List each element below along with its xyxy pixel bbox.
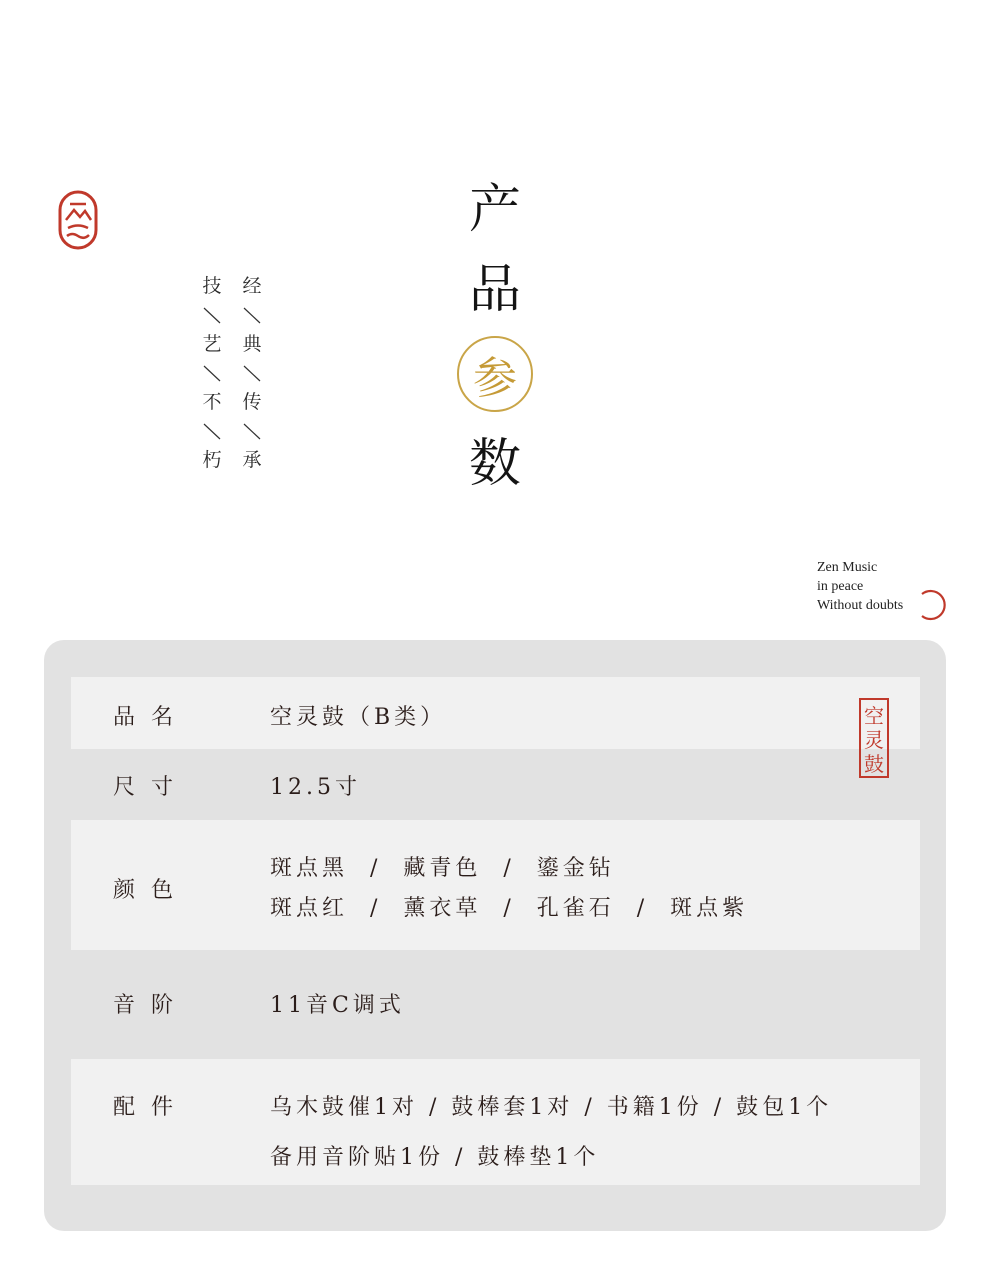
brand-seal-logo [58, 190, 98, 250]
spec-row-color [71, 820, 920, 950]
spec-value: 空灵鼓（B类） [270, 705, 447, 730]
tagline-line: Zen Music [817, 560, 878, 575]
motto-char: 技 [202, 275, 222, 297]
spec-value: 11音C调式 [270, 993, 405, 1018]
slash-separator [240, 359, 264, 388]
motto-column-right [240, 272, 264, 475]
spec-value: 斑点红 / 薰衣草 / 孔雀石 / 斑点紫 [270, 896, 749, 921]
spec-label: 尺寸 [113, 775, 190, 800]
spec-label: 品名 [113, 705, 190, 730]
spec-row-name [71, 677, 920, 749]
spec-label: 音阶 [113, 993, 190, 1018]
motto-char: 承 [242, 449, 262, 471]
spec-value: 备用音阶贴1份 / 鼓棒垫1个 [270, 1145, 600, 1170]
tagline [817, 558, 903, 615]
title-char-highlighted: 参 [457, 336, 533, 412]
svg-text:鼓: 鼓 [864, 752, 884, 776]
motto-char: 不 [202, 391, 222, 413]
title-char: 品 [468, 260, 521, 320]
slash-separator [240, 301, 264, 330]
spec-label: 颜色 [113, 878, 190, 903]
tagline-line: Without doubts [817, 598, 904, 613]
motto-char: 典 [242, 333, 262, 355]
spec-value: 12.5寸 [270, 775, 361, 800]
tagline-line: in peace [817, 579, 864, 594]
title-char: 产 [468, 180, 521, 240]
ring-ornament-icon [916, 588, 948, 622]
title-char: 数 [468, 434, 521, 494]
page-title [455, 180, 535, 514]
motto-char: 艺 [202, 333, 222, 355]
motto-char: 经 [242, 275, 262, 297]
svg-text:灵: 灵 [864, 728, 884, 752]
seal-stamp [858, 697, 890, 779]
motto-column-left [200, 272, 224, 475]
slash-separator [200, 359, 224, 388]
spec-value: 斑点黑 / 藏青色 / 鎏金钻 [270, 856, 615, 881]
spec-label: 配件 [113, 1095, 190, 1120]
slash-separator [200, 301, 224, 330]
slash-separator [200, 417, 224, 446]
svg-text:空: 空 [864, 704, 884, 728]
spec-value: 乌木鼓催1对 / 鼓棒套1对 / 书籍1份 / 鼓包1个 [270, 1095, 833, 1120]
motto-char: 朽 [202, 449, 222, 471]
slash-separator [240, 417, 264, 446]
motto-char: 传 [242, 391, 262, 413]
